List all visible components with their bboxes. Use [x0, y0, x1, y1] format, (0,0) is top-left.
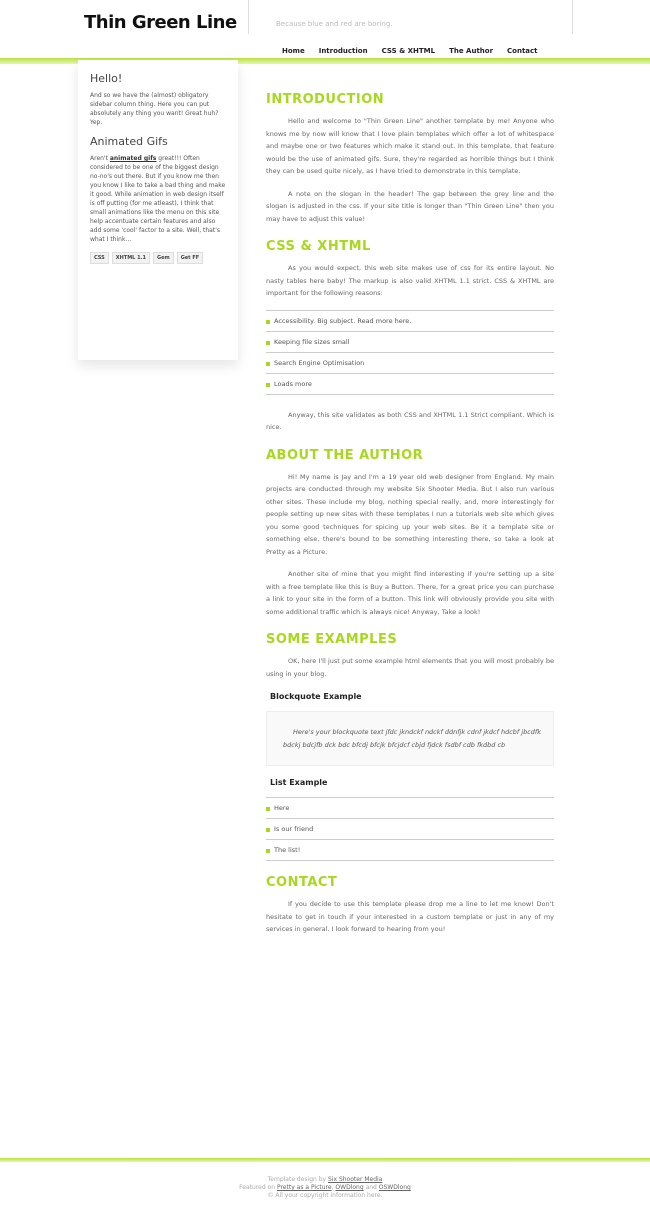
sidebar-hello-heading: Hello! — [90, 72, 123, 85]
example-list — [266, 797, 554, 861]
six-shooter-media-link[interactable]: Six Shooter Media — [328, 1176, 383, 1183]
nav-introduction[interactable]: Introduction — [318, 47, 368, 55]
list-item: Is our friend — [266, 819, 554, 840]
main-nav — [282, 47, 538, 55]
css-paragraph-1: As you would expect, this web site makes use of css for its entire layout. No nasty tables here baby! The markup is also valid XHTML 1.1 strict. CSS & XHTML are important for the following reasons: — [266, 264, 554, 297]
css-paragraph-2: Anyway, this site validates as both CSS and XHTML 1.1 Strict compliant. Which is nice. — [266, 410, 554, 431]
examples-paragraph: OK, here I'll just put some example html elements that you will most probably be using in your blog. — [266, 657, 554, 678]
intro-paragraph-1: Hello and welcome to "Thin Green Line" another template by me! Anyone who knows me by now will know that I love plain templates which offer a lot of whitespace and maybe one or two features which make it stand out. In this template, that feature would be the use of animated gifs. Sure, they're regarded as horrible things but I think they can be used quite nicely, as I have tried to demonstrate in this template. — [266, 117, 554, 175]
list-item: Keeping file sizes small — [266, 332, 554, 353]
sidebar-gifs-heading: Animated Gifs — [90, 135, 168, 148]
slogan: Because blue and red are boring. — [276, 20, 393, 28]
intro-heading: INTRODUCTION — [266, 92, 385, 107]
badge-css[interactable]: CSS — [90, 252, 109, 264]
oswdlong-link[interactable]: OSWDlong — [378, 1184, 411, 1191]
nav-home[interactable]: Home — [282, 47, 305, 55]
author-paragraph-2: Another site of mine that you might find interesting if you're setting up a site with a free template like this is Buy a Button. There, for a great price you can purchase a link to your site in the form of a button. This link will obviously provide you site with some additional traffic which is always nice! Anyway, Take a look! — [266, 570, 554, 616]
sidebar-hello-text: And so we have the (almost) obligatory sidebar column thing. Here you can put absolutely any thing you want! Great huh? Yep. — [90, 92, 219, 126]
css-reasons-list — [266, 310, 554, 395]
contact-paragraph: If you decide to use this template please drop me a line to let me know! Don't hesitate to get in touch if your interested in a custom template or just in any of my services in general. I look forward to hearing from you! — [266, 900, 554, 933]
animated-gifs-link[interactable]: animated gifs — [109, 155, 157, 162]
footer-line-1-pre: Template design by — [267, 1176, 329, 1183]
gifs-text-pre: Aren't — [90, 155, 110, 162]
sidebar — [78, 60, 238, 360]
gifs-text-post: great!!! Often considered to be one of the biggest design no-no's out there. But if you know me then you know I like to take a bad thing and make it good. While animation in web design itself is off putting (for me atleast), I think that small animations like the menu on this site help accentuate certain features and also add some 'cool' factor to a site. Well, that's what I think... — [90, 155, 226, 243]
examples-heading: SOME EXAMPLES — [266, 632, 398, 647]
pretty-as-a-picture-link[interactable]: Pretty as a Picture — [276, 1184, 332, 1191]
badge-xhtml[interactable]: XHTML 1.1 — [112, 252, 150, 264]
list-example-heading: List Example — [270, 778, 328, 787]
css-heading: CSS & XHTML — [266, 239, 371, 254]
footer-line-2-pre: Featured on — [239, 1184, 277, 1191]
footer-line-1 — [0, 1176, 650, 1184]
title-divider-right — [572, 0, 573, 34]
footer-text — [0, 1162, 650, 1200]
list-item: Here — [266, 798, 554, 819]
badge-gem[interactable]: Gem — [153, 252, 174, 264]
badge-get-ff[interactable]: Get FF — [177, 252, 203, 264]
nav-contact[interactable]: Contact — [507, 47, 538, 55]
list-item: The list! — [266, 840, 554, 861]
list-item: Search Engine Optimisation — [266, 353, 554, 374]
list-item: Accessibility. Big subject. Read more here. — [266, 311, 554, 332]
blockquote-example: Here's your blockquote text jfdc jkndckf ndckf ddnfjk cdnf jkdcf hdcbf jbcdfk bdckj bdcjfb dck bdc bfcdj bfcjk bfcjdcf cbjd fjdck fsdbf cdb fkdbd cb — [266, 711, 554, 766]
nav-css-xhtml[interactable]: CSS & XHTML — [381, 47, 436, 55]
footer — [0, 1158, 650, 1214]
blockquote-heading: Blockquote Example — [270, 692, 362, 701]
nav-the-author[interactable]: The Author — [449, 47, 494, 55]
main-content — [266, 92, 554, 946]
author-paragraph-1: Hi! My name is Jay and I'm a 19 year old web designer from England. My main projects are conducted through my website Six Shooter Media. But I also run various other sites. These include my blog, nothing special really, and, more interestingly for people setting up new sites with these templates I run a tutorials web site which gives you some good techniques for spicing up your web sites. Be it a template site or something else, there's bound to be something interesting there, so take a look at Pretty as a Picture. — [266, 472, 554, 556]
author-heading: ABOUT THE AUTHOR — [266, 447, 424, 463]
site-title[interactable]: Thin Green Line — [84, 12, 237, 33]
validation-badges — [90, 252, 238, 264]
footer-copyright: © All your copyright information here. — [267, 1192, 383, 1199]
list-item: Loads more — [266, 374, 554, 395]
owdlong-link[interactable]: OWDlong — [335, 1184, 364, 1191]
contact-heading: CONTACT — [266, 875, 338, 890]
title-divider — [248, 0, 249, 34]
sidebar-gifs-text — [90, 154, 226, 244]
footer-line-2: Featured on Pretty as a Picture, OWDlong and OSWDlong — [239, 1184, 411, 1191]
intro-paragraph-2: A note on the slogan in the header! The gap between the grey line and the slogan is adjusted in the css. If your site title is longer than "Thin Green Line" then you may have to adjust this value! — [266, 189, 554, 223]
